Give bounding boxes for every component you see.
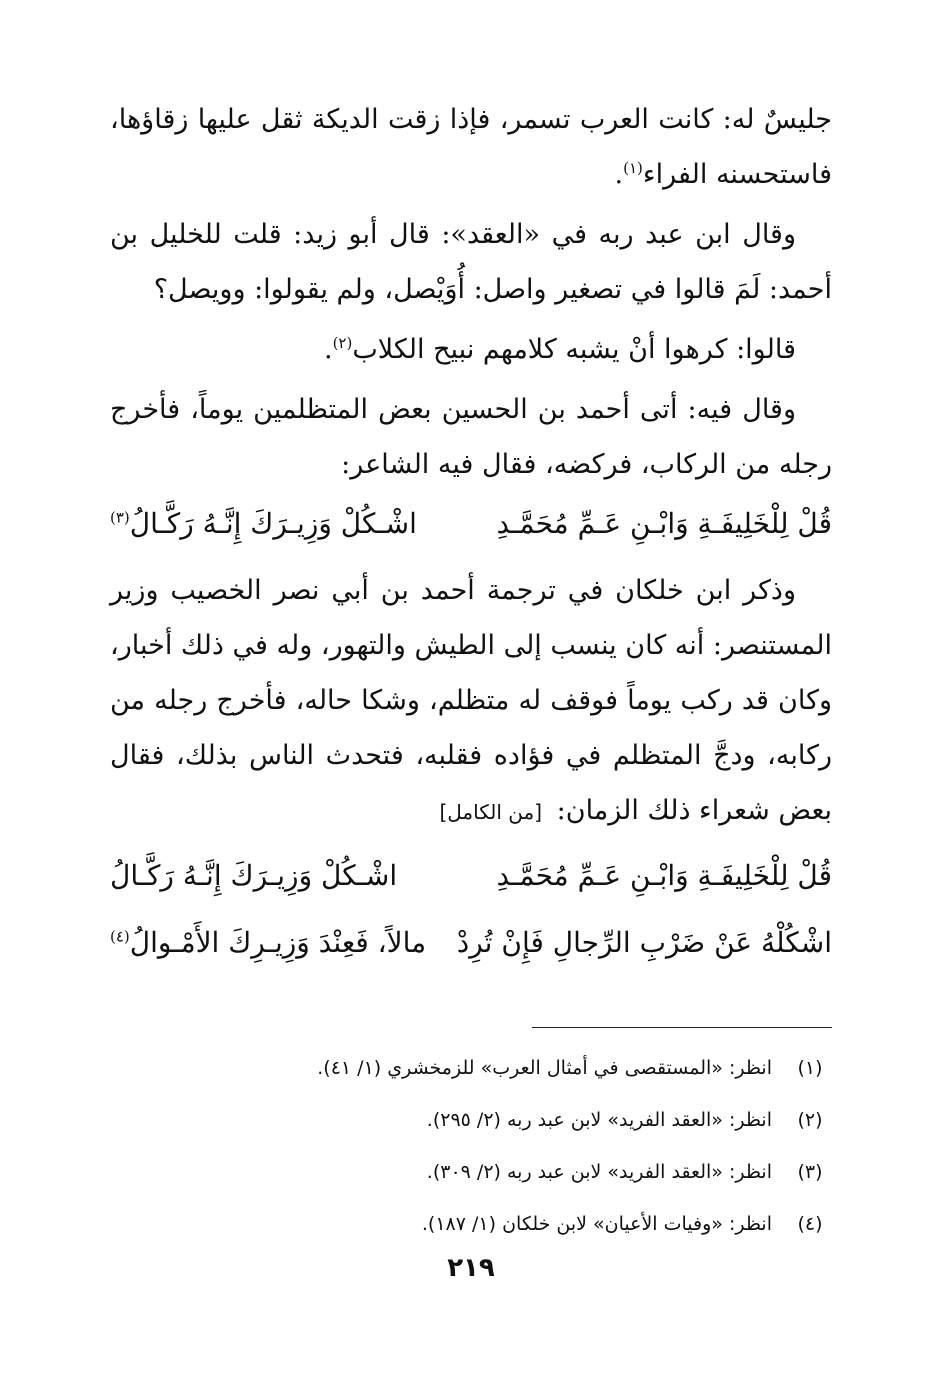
verse-1-second-text: اشْـكُلْ وَزِيـرَكَ إِنَّـهُ رَكَّـالُ [129,507,417,540]
main-text [110,92,832,970]
footnote-text: انظر: «العقد الفريد» لابن عبد ربه (٢/ ٢٩٥). [426,1109,772,1131]
paragraph-5 [110,563,832,840]
verse-1-first-hemistich: قُلْ لِلْخَلِيفَـةِ وَابْـنِ عَـمِّ مُحَمَّـدِ [496,507,832,540]
footnote-3 [110,1146,832,1198]
paragraph-5-text: وذكر ابن خلكان في ترجمة أحمد بن أبي نصر الخصيب وزير المستنصر: أنه كان ينسب إلى الطيش والتهور، وله في ذلك أخبار، وكان قد ركب يوماً فوقف له متظلم، وشكا حاله، فأخرج رجله من ركابه، ودجَّ المتظلم في فؤاده فقلبه، فتحدث الناس بذلك، فقال بعض شعراء ذلك الزمان: [110,575,832,826]
footnote-divider [532,1027,832,1028]
footnote-text: انظر: «وفيات الأعيان» لابن خلكان (١/ ١٨٧). [421,1213,772,1235]
verse-3-first-hemistich: اشْكُلْهُ عَنْ ضَرْبِ الرِّجالِ فَإِنْ تُرِدْ [456,926,832,959]
footnote-ref-3: (٣) [110,508,130,527]
footnote-4 [110,1198,832,1250]
footnote-number: (٣) [797,1161,823,1183]
paragraph-1-text: جليسٌ له: كانت العرب تسمر، فإذا زقت الديكة ثقل عليها زقاؤها، فاستحسنه الفراء [110,104,832,190]
footnote-text: انظر: «المستقصى في أمثال العرب» للزمخشري (١/ ٤١). [317,1057,772,1079]
footnotes [110,1042,832,1250]
verse-3 [110,915,832,970]
verse-3-second-text: مالاً، فَعِنْدَ وَزِيـرِكَ الأَمْـوالُ [129,926,427,959]
verse-1 [110,496,832,551]
footnote-1 [110,1042,832,1094]
meter-label: [من الكامل] [439,800,543,824]
verse-3-second-hemistich [110,915,426,970]
footnote-number: (١) [797,1057,823,1079]
paragraph-3-text: قالوا: كرهوا أنْ يشبه كلامهم نبيح الكلاب [352,334,796,365]
footnote-ref-4: (٤) [110,927,130,946]
page-number: ٢١٩ [447,1253,495,1283]
paragraph-3: قالوا: كرهوا أنْ يشبه كلامهم نبيح الكلاب$^{(٢)}$. [323,334,796,365]
footnote-ref-1: (١) [623,159,643,177]
verse-2-first-hemistich: قُلْ لِلْخَلِيفَـةِ وَابْـنِ عَـمِّ مُحَمَّـدِ [496,859,832,892]
verse-2 [110,848,832,903]
footnote-number: (٤) [797,1213,823,1235]
footnote-ref-2: (٢) [332,334,353,352]
footnote-text: انظر: «العقد الفريد» لابن عبد ربه (٢/ ٣٠٩). [426,1161,772,1183]
verse-1-second-hemistich [110,496,417,551]
footnote-number: (٢) [797,1109,823,1131]
paragraph-4: وقال فيه: أتى أحمد بن الحسين بعض المتظلمين يوماً، فأخرج رجله من الركاب، فركضه، فقال فيه الشاعر: [110,394,832,480]
paragraph-2: وقال ابن عبد ربه في «العقد»: قال أبو زيد: قلت للخليل بن أحمد: لَمَ قالوا في تصغير واصل: أُوَيْصل، ولم يقولوا: وويصل؟ [110,219,832,305]
verse-2-second-hemistich: اشْـكُلْ وَزِيـرَكَ إِنَّـهُ رَكَّـالُ [110,859,398,892]
footnote-2 [110,1094,832,1146]
paragraph-1: جليسٌ له: كانت العرب تسمر، فإذا زقت الديكة ثقل عليها زقاؤها، فاستحسنه الفراء$^{(١)}$. [110,104,832,190]
